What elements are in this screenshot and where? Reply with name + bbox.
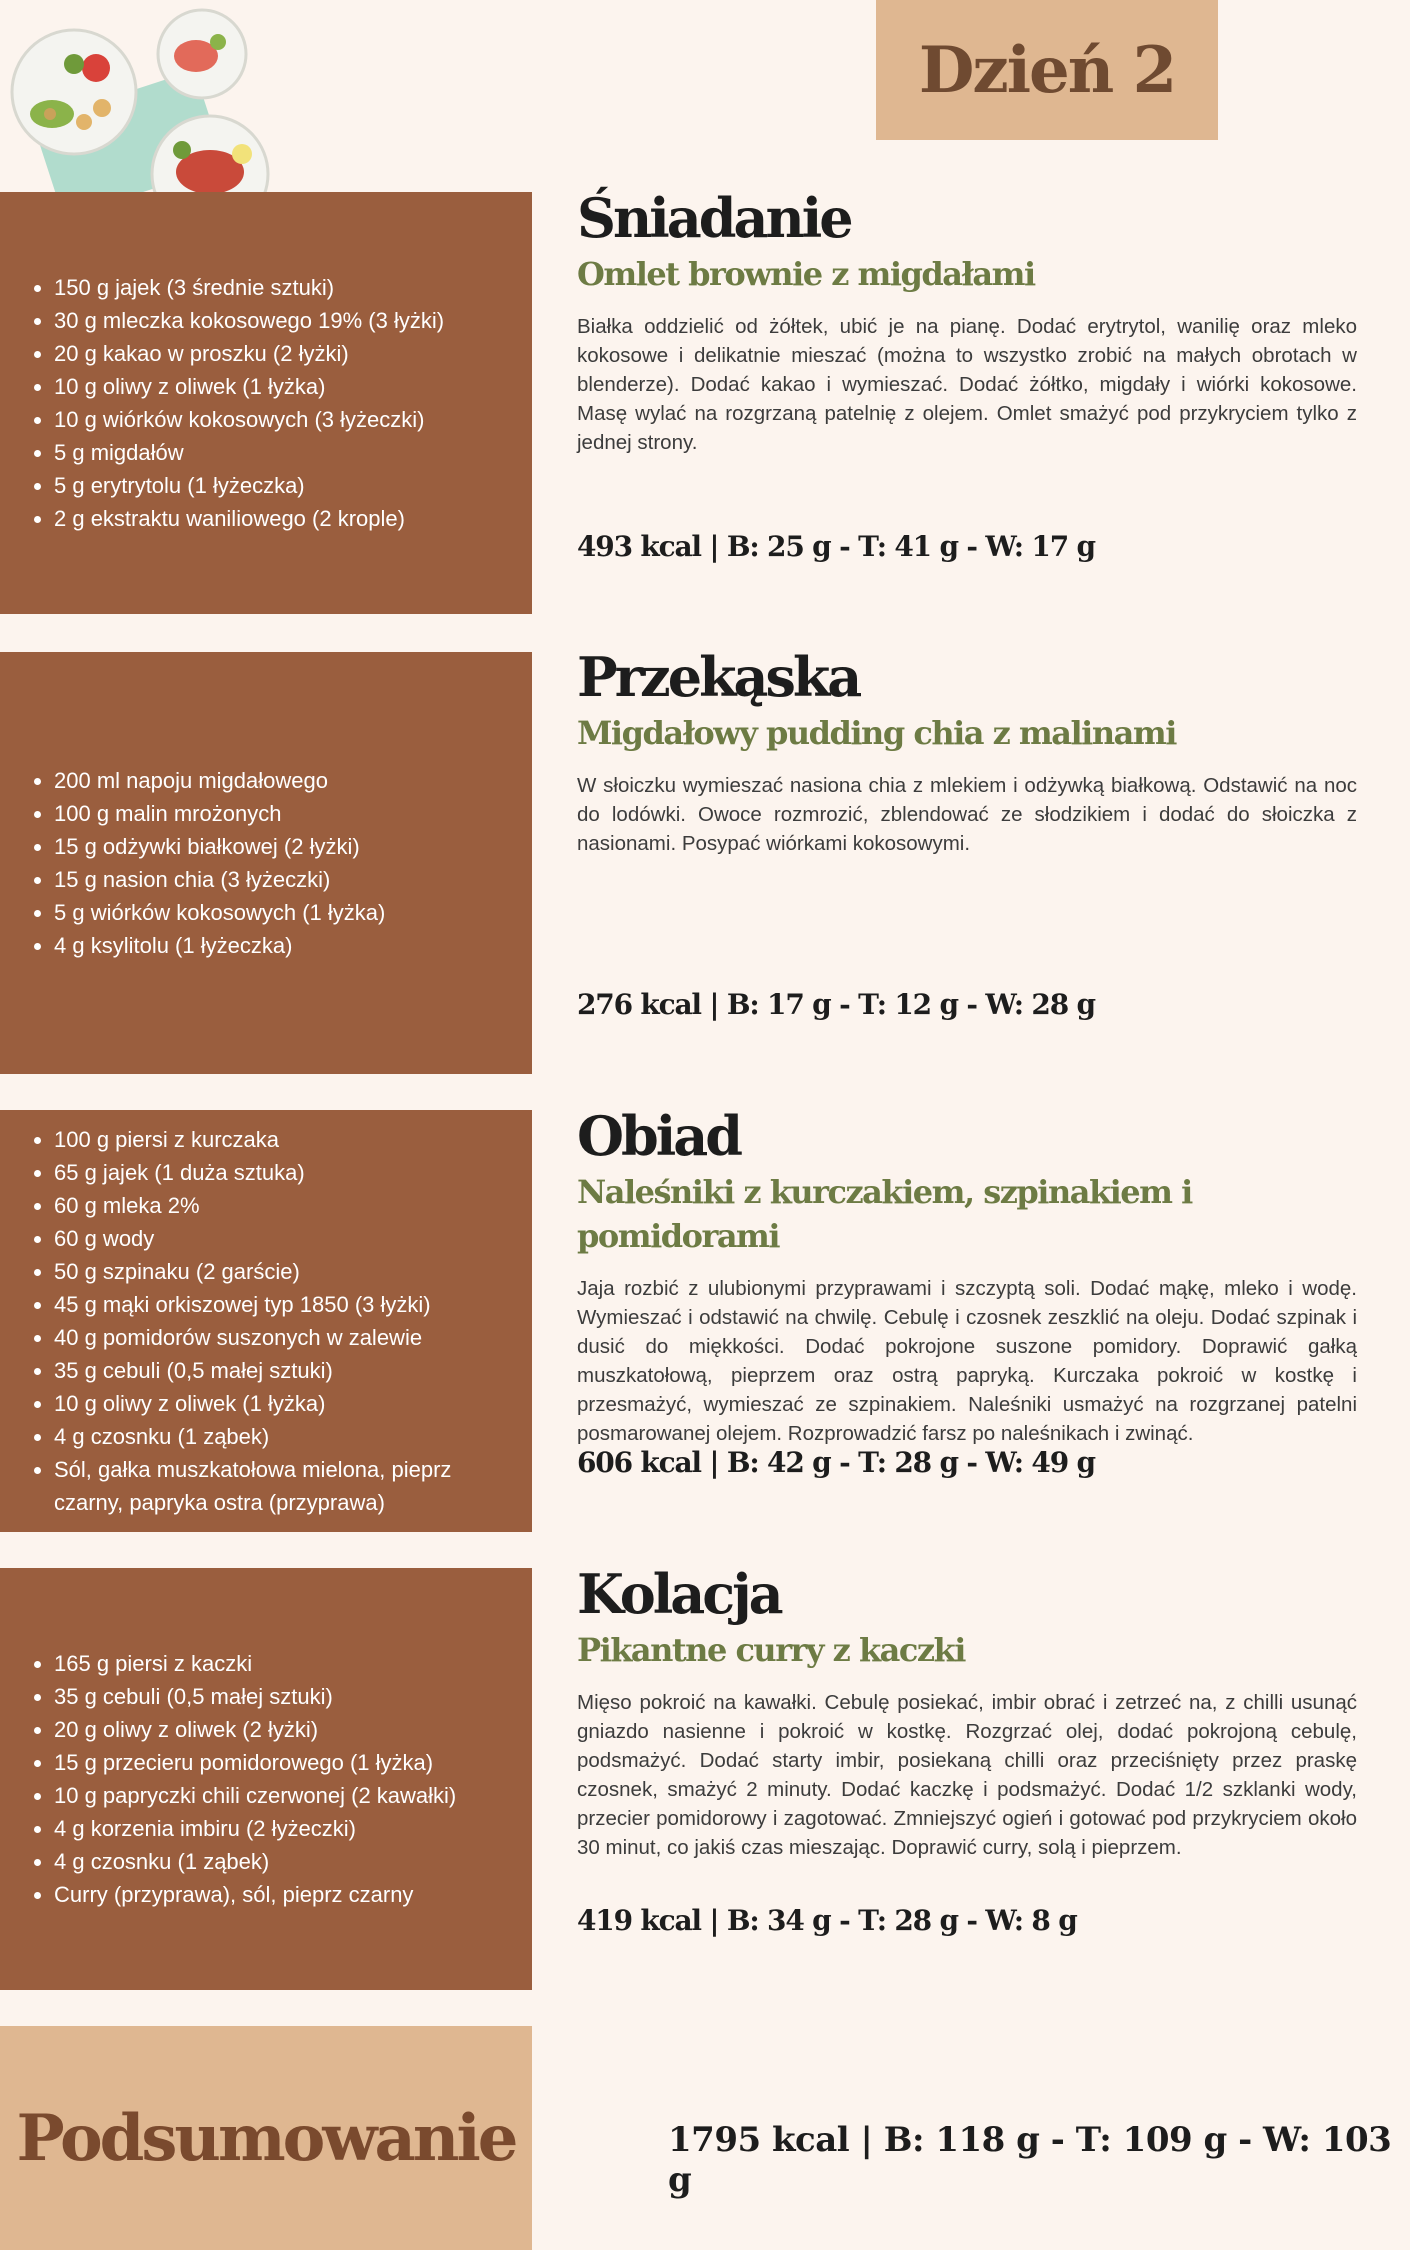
ingredient-item: • 5 g migdałów	[54, 436, 444, 469]
ingredient-item: • 10 g oliwy z oliwek (1 łyżka)	[54, 1387, 504, 1420]
meal-title: Kolacja	[577, 1562, 781, 1626]
ingredient-list	[32, 1123, 504, 1519]
ingredient-item: • 5 g wiórków kokosowych (1 łyżka)	[54, 896, 385, 929]
lunch-ingredients-box	[0, 1110, 532, 1532]
ingredient-item: • 60 g wody	[54, 1222, 504, 1255]
dish-name: Naleśniki z kurczakiem, szpinakiem i pomidorami	[577, 1173, 1192, 1255]
ingredient-item: • 15 g odżywki białkowej (2 łyżki)	[54, 830, 385, 863]
ingredient-item: • Sól, gałka muszkatołowa mielona, pieprz czarny, papryka ostra (przyprawa)	[54, 1453, 504, 1519]
ingredient-item: • 100 g piersi z kurczaka	[54, 1123, 504, 1156]
dinner-section	[577, 1562, 1357, 1862]
dish-name: Migdałowy pudding chia z malinami	[577, 714, 1176, 752]
ingredient-item: • 20 g kakao w proszku (2 łyżki)	[54, 337, 444, 370]
snack-macros: 276 kcal | B: 17 g - T: 12 g - W: 28 g	[577, 988, 1095, 1021]
lunch-section	[577, 1104, 1357, 1448]
ingredient-item: • 10 g wiórków kokosowych (3 łyżeczki)	[54, 403, 444, 436]
ingredient-item: • 150 g jajek (3 średnie sztuki)	[54, 271, 444, 304]
ingredient-item: • 15 g nasion chia (3 łyżeczki)	[54, 863, 385, 896]
ingredient-item: • 165 g piersi z kaczki	[54, 1647, 456, 1680]
ingredient-item: • 5 g erytrytolu (1 łyżeczka)	[54, 469, 444, 502]
snack-section	[577, 645, 1357, 858]
ingredient-item: • 35 g cebuli (0,5 małej sztuki)	[54, 1354, 504, 1387]
breakfast-macros: 493 kcal | B: 25 g - T: 41 g - W: 17 g	[577, 530, 1095, 563]
meal-instructions: W słoiczku wymieszać nasiona chia z mlekiem i odżywką białkową. Odstawić na noc do lodówki. Owoce rozmrozić, zblendować ze słodzikiem i dodać do słoiczka z nasionami. Posypać wiórkami kokosowymi.	[577, 774, 1357, 855]
ingredient-item: • 45 g mąki orkiszowej typ 1850 (3 łyżki)	[54, 1288, 504, 1321]
meal-instructions: Mięso pokroić na kawałki. Cebulę posiekać, imbir obrać i zetrzeć na, z chilli usunąć gniazdo nasienne i pokroić w kostkę. Rozgrzać olej, dodać pokrojoną cebulę, podsmażyć. Dodać starty imbir, posiekaną chilli oraz przeciśnięty przez praskę czosnek, smażyć 2 minuty. Dodać kaczkę i podsmażyć. Dodać 1/2 szklanki wody, przecier pomidorowy i zagotować. Zmniejszyć ogień i gotować pod przykryciem około 30 minut, co jakiś czas mieszając. Doprawić curry, solą i pieprzem.	[577, 1691, 1357, 1859]
meal-instructions: Jaja rozbić z ulubionymi przyprawami i szczyptą soli. Dodać mąkę, mleko i wodę. Wymieszać i odstawić na chwilę. Cebulę i czosnek zeszklić na oleju. Dodać szpinak i dusić do miękkości. Dodać pokrojone suszone pomidory. Doprawić gałką muszkatołową, pieprzem oraz ostrą papryką. Kurczaka pokroić w kostkę i przesmażyć, wymieszać ze szpinakiem. Naleśniki usmażyć na rozgrzanej patelni posmarowanej olejem. Rozprowadzić farsz po naleśnikach i zwinąć.	[577, 1277, 1357, 1445]
dinner-ingredients-box	[0, 1568, 532, 1990]
meal-title: Obiad	[577, 1104, 741, 1168]
ingredient-item: • 4 g korzenia imbiru (2 łyżeczki)	[54, 1812, 456, 1845]
dish-name: Pikantne curry z kaczki	[577, 1631, 965, 1669]
ingredient-item: • 15 g przecieru pomidorowego (1 łyżka)	[54, 1746, 456, 1779]
ingredient-item: • 4 g ksylitolu (1 łyżeczka)	[54, 929, 385, 962]
ingredient-item: • 10 g papryczki chili czerwonej (2 kawałki)	[54, 1779, 456, 1812]
day-title: Dzień 2	[918, 32, 1176, 108]
ingredient-item: • 100 g malin mrożonych	[54, 797, 385, 830]
ingredient-item: • 65 g jajek (1 duża sztuka)	[54, 1156, 504, 1189]
dinner-macros: 419 kcal | B: 34 g - T: 28 g - W: 8 g	[577, 1904, 1077, 1937]
ingredient-item: • 2 g ekstraktu waniliowego (2 krople)	[54, 502, 444, 535]
ingredient-item: • 4 g czosnku (1 ząbek)	[54, 1845, 456, 1878]
ingredient-item: • 50 g szpinaku (2 garście)	[54, 1255, 504, 1288]
meal-title: Przekąska	[577, 645, 860, 709]
ingredient-list	[32, 764, 385, 962]
summary-label: Podsumowanie	[16, 2100, 516, 2176]
ingredient-list	[32, 271, 444, 535]
ingredient-item: • 35 g cebuli (0,5 małej sztuki)	[54, 1680, 456, 1713]
snack-ingredients-box	[0, 652, 532, 1074]
ingredient-item: • 60 g mleka 2%	[54, 1189, 504, 1222]
ingredient-item: • 20 g oliwy z oliwek (2 łyżki)	[54, 1713, 456, 1746]
ingredient-item: • 200 ml napoju migdałowego	[54, 764, 385, 797]
ingredient-item: • 40 g pomidorów suszonych w zalewie	[54, 1321, 504, 1354]
ingredient-list	[32, 1647, 456, 1911]
meal-instructions: Białka oddzielić od żółtek, ubić je na pianę. Dodać erytrytol, wanilię oraz mleko kokosowe i delikatnie mieszać (można to wszystko zrobić na małych obrotach w blenderze). Dodać kakao i wymieszać. Dodać żółtko, migdały i wiórki kokosowe. Masę wylać na rozgrzaną patelnię z olejem. Omlet smażyć pod przykryciem tylko z jednej strony.	[577, 315, 1357, 454]
lunch-macros: 606 kcal | B: 42 g - T: 28 g - W: 49 g	[577, 1446, 1095, 1479]
ingredient-item: • 10 g oliwy z oliwek (1 łyżka)	[54, 370, 444, 403]
summary-macros: 1795 kcal | B: 118 g - T: 109 g - W: 103 g	[668, 2120, 1392, 2200]
summary-box	[0, 2026, 532, 2250]
breakfast-section	[577, 186, 1357, 457]
day-title-tab	[876, 0, 1218, 140]
dish-name: Omlet brownie z migdałami	[577, 255, 1035, 293]
ingredient-item: • Curry (przyprawa), sól, pieprz czarny	[54, 1878, 456, 1911]
meal-title: Śniadanie	[577, 186, 851, 250]
ingredient-item: • 4 g czosnku (1 ząbek)	[54, 1420, 504, 1453]
ingredient-item: • 30 g mleczka kokosowego 19% (3 łyżki)	[54, 304, 444, 337]
breakfast-ingredients-box	[0, 192, 532, 614]
